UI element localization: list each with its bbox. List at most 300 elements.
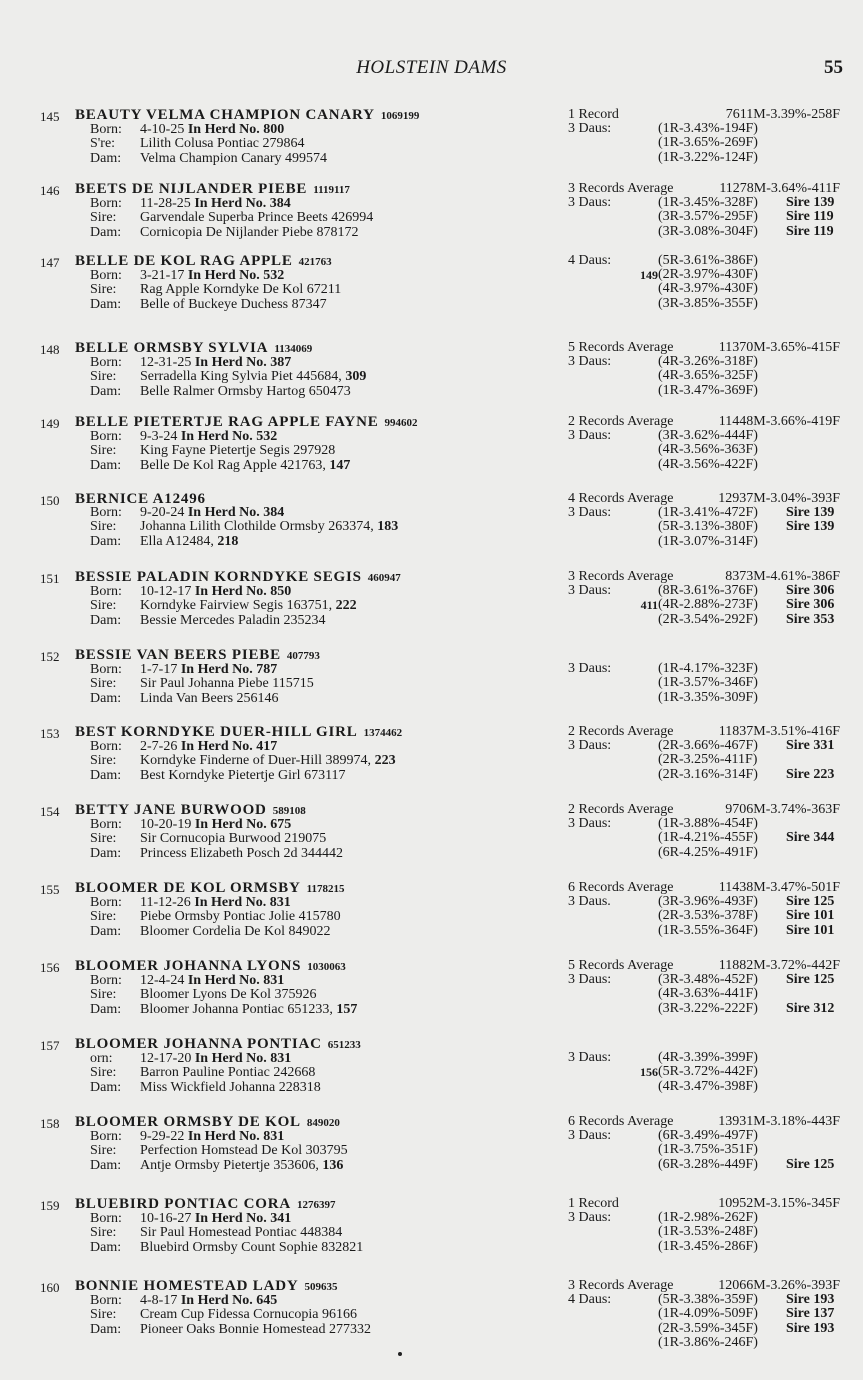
- entry-number: 159: [40, 1198, 60, 1213]
- records-label: 3 Records Average: [568, 181, 674, 196]
- entry-details: [75, 959, 545, 1017]
- dam-line: [75, 1081, 545, 1095]
- daughter-record: [568, 1322, 848, 1336]
- herd-number: 675: [270, 817, 292, 833]
- sire-name: Garvendale Superba Prince Beets 426994: [140, 210, 374, 226]
- born-label: Born:: [90, 662, 122, 678]
- registration-number: 1276397: [297, 1199, 336, 1211]
- born-line: [75, 974, 545, 988]
- daughter-record-value: (5R-3.13%-380F): [658, 519, 758, 535]
- sire-name: Cream Cup Fidessa Cornucopia 96166: [140, 1307, 357, 1323]
- daughter-record: [568, 846, 848, 860]
- in-herd-label: In Herd No.: [194, 1051, 267, 1067]
- dam-line: [75, 226, 545, 240]
- born-line: [75, 1294, 545, 1308]
- in-herd-label: In Herd No.: [180, 662, 253, 678]
- daughter-record-value: (6R-3.49%-497F): [658, 1128, 758, 1144]
- entry-number: 154: [40, 804, 60, 819]
- records-label: 6 Records Average: [568, 1114, 674, 1129]
- dam-entry: [0, 182, 863, 254]
- registration-number: 1134069: [274, 343, 313, 355]
- herd-number: 850: [270, 584, 292, 600]
- records-summary: [568, 725, 848, 739]
- born-date: 10-16-27: [140, 1211, 192, 1227]
- herd-number: 645: [256, 1293, 278, 1309]
- entry-number: 156: [40, 960, 60, 975]
- dam-entry: [0, 570, 863, 642]
- born-label: Born:: [90, 196, 122, 212]
- entry-details: [75, 492, 545, 549]
- registration-number: 651233: [327, 1039, 361, 1051]
- born-date: 12-17-20: [140, 1051, 192, 1067]
- dam-parent-name: Best Korndyke Pietertje Girl 673117: [140, 767, 346, 783]
- daughter-record-value: (1R-3.65%-269F): [658, 135, 758, 151]
- dam-name: [75, 881, 545, 896]
- sire-line: [75, 520, 545, 534]
- entry-number: 158: [40, 1116, 60, 1131]
- production-records: [568, 648, 848, 705]
- production-records: [568, 1279, 848, 1350]
- daughter-record: [568, 613, 848, 627]
- daughter-record-value: (2R-3.97%-430F): [658, 267, 758, 283]
- sire-label: Sire:: [90, 831, 117, 847]
- records-label: 3 Records Average: [568, 569, 674, 584]
- registration-number: 849020: [306, 1117, 340, 1129]
- daughter-record: [568, 355, 848, 369]
- daughters-label: 3 Daus:: [568, 583, 612, 599]
- daughter-record-value: (1R-3.53%-248F): [658, 1224, 758, 1240]
- records-average: 12066M-3.26%-393F: [718, 1278, 840, 1293]
- dam-name-text: BELLE PIETERTJE RAG APPLE FAYNE: [75, 414, 379, 430]
- born-label: Born:: [90, 817, 122, 833]
- daughter-record-value: (4R-3.47%-398F): [658, 1078, 758, 1094]
- daughter-record-value: (4R-3.65%-325F): [658, 368, 758, 384]
- daughter-record: [568, 1129, 848, 1143]
- daughter-record: [568, 1336, 848, 1350]
- entry-number: 157: [40, 1038, 60, 1053]
- entry-details: [75, 1279, 545, 1337]
- dam-name: [75, 570, 545, 585]
- herd-number: 800: [263, 122, 285, 138]
- daughter-record: [568, 384, 848, 398]
- dam-label: Dam:: [90, 224, 122, 240]
- in-herd-label: In Herd No.: [180, 1293, 253, 1309]
- in-herd-label: In Herd No.: [187, 505, 260, 521]
- production-records: [568, 881, 848, 938]
- daughters-label: 3 Daus:: [568, 816, 612, 832]
- daughter-record-value: (3R-3.08%-304F): [658, 223, 758, 239]
- dam-label: Dam:: [90, 1079, 122, 1095]
- sire-name: Perfection Homstead De Kol 303795: [140, 1143, 348, 1159]
- sire-label: Sire:: [90, 676, 117, 692]
- dam-label: Dam:: [90, 1239, 122, 1255]
- entry-details: [75, 254, 545, 312]
- in-herd-label: In Herd No.: [187, 1129, 260, 1145]
- sire-name: Sir Paul Homestead Pontiac 448384: [140, 1225, 343, 1241]
- sire-line: [75, 1144, 545, 1158]
- records-average: 11837M-3.51%-416F: [718, 724, 840, 739]
- dam-entry: [0, 492, 863, 564]
- dam-parent-name: Bessie Mercedes Paladin 235234: [140, 612, 326, 628]
- sire-line: [75, 988, 545, 1002]
- records-label: 2 Records Average: [568, 724, 674, 739]
- daughter-record-value: (2R-3.53%-378F): [658, 908, 758, 924]
- daughter-record: [568, 1307, 848, 1321]
- entry-number: 155: [40, 882, 60, 897]
- daughter-record-value: (1R-3.88%-454F): [658, 816, 758, 832]
- daughter-record-value: (1R-4.17%-323F): [658, 661, 758, 677]
- sire-name: Sir Cornucopia Burwood 219075: [140, 831, 327, 847]
- spacer-row: [568, 1037, 848, 1051]
- daughter-record-value: (2R-3.25%-411F): [658, 752, 758, 768]
- sire-name: Johanna Lilith Clothilde Ormsby 263374,: [140, 519, 374, 535]
- records-summary: [568, 108, 848, 122]
- daughter-record-value: (2R-3.59%-345F): [658, 1320, 758, 1336]
- herd-number: 532: [263, 268, 285, 284]
- daughter-sire: Sire 139: [786, 195, 835, 211]
- daughter-sire: Sire 344: [786, 830, 835, 846]
- daughter-record: [568, 924, 848, 938]
- registration-number: 509635: [304, 1281, 338, 1293]
- daughter-sire: Sire 125: [786, 894, 835, 910]
- dam-entry: [0, 881, 863, 953]
- daughter-record: [568, 1080, 848, 1094]
- dam-entry: [0, 108, 863, 180]
- dam-line: [75, 152, 545, 166]
- dam-name-text: BLOOMER JOHANNA LYONS: [75, 958, 302, 974]
- born-line: [75, 269, 545, 283]
- daughter-record: [568, 1065, 848, 1079]
- dam-entry: [0, 648, 863, 720]
- sire-label: S're:: [90, 136, 116, 152]
- daughter-record: [568, 210, 848, 224]
- dam-entry: [0, 959, 863, 1031]
- dam-name: [75, 415, 545, 430]
- records-average: 11448M-3.66%-419F: [718, 414, 840, 429]
- dam-parent-name: Belle of Buckeye Duchess 87347: [140, 296, 327, 312]
- daughter-record-value: (3R-3.85%-355F): [658, 295, 758, 311]
- dam-parent-name: Belle De Kol Rag Apple 421763,: [140, 457, 326, 473]
- sire-reference: 309: [345, 369, 367, 385]
- sire-line: [75, 910, 545, 924]
- herd-number: 384: [263, 505, 285, 521]
- dam-entry: [0, 1037, 863, 1109]
- born-label: Born:: [90, 122, 122, 138]
- records-average: 13931M-3.18%-443F: [718, 1114, 840, 1129]
- records-average: 7611M-3.39%-258F: [725, 107, 840, 122]
- daughter-sire: Sire 223: [786, 766, 835, 782]
- printer-dot: [398, 1352, 402, 1356]
- records-label: 2 Records Average: [568, 414, 674, 429]
- entry-number: 148: [40, 342, 60, 357]
- in-herd-label: In Herd No.: [194, 196, 267, 212]
- records-label: 2 Records Average: [568, 802, 674, 817]
- herd-number: 831: [270, 1051, 292, 1067]
- dam-name-text: BELLE ORMSBY SYLVIA: [75, 340, 269, 356]
- entry-details: [75, 803, 545, 861]
- registration-number: 1030063: [307, 961, 346, 973]
- in-herd-label: In Herd No.: [194, 1211, 267, 1227]
- daughter-record: [568, 987, 848, 1001]
- daughter-record: [568, 122, 848, 136]
- daughter-record: [568, 753, 848, 767]
- daughter-record-value: (1R-3.57%-346F): [658, 675, 758, 691]
- dam-name-text: BETTY JANE BURWOOD: [75, 802, 267, 818]
- born-date: 4-8-17: [140, 1293, 178, 1309]
- dam-reference: 218: [217, 533, 239, 549]
- sire-label: Sire:: [90, 282, 117, 298]
- born-date: 12-31-25: [140, 355, 192, 371]
- dam-entry: [0, 1279, 863, 1351]
- records-average: 11438M-3.47%-501F: [718, 880, 840, 895]
- records-average: 10952M-3.15%-345F: [718, 1196, 840, 1211]
- entry-details: [75, 1197, 545, 1255]
- born-label: Born:: [90, 1293, 122, 1309]
- daughter-reference: 149: [640, 268, 658, 283]
- dam-line: [75, 298, 545, 312]
- records-summary: [568, 182, 848, 196]
- records-summary: [568, 1197, 848, 1211]
- sire-label: Sire:: [90, 519, 117, 535]
- born-date: 11-28-25: [140, 196, 191, 212]
- daughter-sire: Sire 193: [786, 1292, 835, 1308]
- born-date: 11-12-26: [140, 895, 191, 911]
- dam-entry: [0, 1115, 863, 1187]
- born-label: Born:: [90, 1211, 122, 1227]
- daughters-label: 3 Daus:: [568, 195, 612, 211]
- production-records: [568, 725, 848, 782]
- daughter-record: [568, 506, 848, 520]
- records-label: 3 Records Average: [568, 1278, 674, 1293]
- born-line: [75, 585, 545, 599]
- daughters-label: 3 Daus:: [568, 428, 612, 444]
- production-records: [568, 341, 848, 398]
- in-herd-label: In Herd No.: [194, 355, 267, 371]
- registration-number: 407793: [286, 650, 320, 662]
- records-label: 6 Records Average: [568, 880, 674, 895]
- daughter-record: [568, 458, 848, 472]
- daughter-record-value: (1R-3.41%-472F): [658, 505, 758, 521]
- daughter-sire: Sire 101: [786, 922, 835, 938]
- daughter-record-value: (1R-3.45%-328F): [658, 195, 758, 211]
- dam-name: [75, 1115, 545, 1130]
- dam-label: Dam:: [90, 457, 122, 473]
- dam-parent-name: Pioneer Oaks Bonnie Homestead 277332: [140, 1321, 371, 1337]
- sire-label: Sire:: [90, 753, 117, 769]
- production-records: [568, 570, 848, 627]
- daughter-record-value: (5R-3.61%-386F): [658, 253, 758, 268]
- born-line: [75, 740, 545, 754]
- born-label: Born:: [90, 973, 122, 989]
- dam-label: Dam:: [90, 612, 122, 628]
- dam-line: [75, 614, 545, 628]
- daughter-record-value: (1R-4.21%-455F): [658, 830, 758, 846]
- dam-parent-name: Bloomer Johanna Pontiac 651233,: [140, 1001, 333, 1017]
- daughter-record-value: (4R-3.39%-399F): [658, 1050, 758, 1066]
- records-average: 12937M-3.04%-393F: [718, 491, 840, 506]
- page-number: 55: [824, 57, 843, 78]
- entry-details: [75, 881, 545, 939]
- daughter-record-value: (4R-3.97%-430F): [658, 281, 758, 297]
- daughter-record: [568, 1225, 848, 1239]
- dam-parent-name: Ella A12484,: [140, 533, 214, 549]
- dam-label: Dam:: [90, 690, 122, 706]
- entry-details: [75, 648, 545, 706]
- born-line: [75, 818, 545, 832]
- production-records: [568, 415, 848, 472]
- dam-label: Dam:: [90, 296, 122, 312]
- daughter-record-value: (1R-3.86%-246F): [658, 1334, 758, 1350]
- records-average: 9706M-3.74%-363F: [725, 802, 840, 817]
- daughter-record: [568, 443, 848, 457]
- daughter-record-value: (1R-3.45%-286F): [658, 1238, 758, 1254]
- daughter-record: [568, 584, 848, 598]
- daughter-sire: Sire 101: [786, 908, 835, 924]
- registration-number: 1119117: [313, 184, 350, 196]
- daughter-record: [568, 739, 848, 753]
- daughters-label: 3 Daus:: [568, 972, 612, 988]
- daughter-record-value: (6R-3.28%-449F): [658, 1156, 758, 1172]
- herd-number: 341: [270, 1211, 292, 1227]
- daughters-label: 3 Daus:: [568, 505, 612, 521]
- dam-name-text: BELLE DE KOL RAG APPLE: [75, 253, 293, 269]
- born-label: Born:: [90, 505, 122, 521]
- registration-number: 589108: [272, 805, 306, 817]
- daughter-record: [568, 520, 848, 534]
- dam-line: [75, 1159, 545, 1173]
- daughter-record: [568, 429, 848, 443]
- daughter-record-value: (4R-3.56%-363F): [658, 442, 758, 458]
- dam-line: [75, 769, 545, 783]
- daughter-record: [568, 973, 848, 987]
- daughter-reference: 156: [640, 1065, 658, 1080]
- daughter-record: [568, 895, 848, 909]
- herd-number: 831: [263, 973, 285, 989]
- daughter-record-value: (2R-3.16%-314F): [658, 766, 758, 782]
- daughter-sire: Sire 193: [786, 1320, 835, 1336]
- daughter-record-value: (4R-3.63%-441F): [658, 986, 758, 1002]
- dam-line: [75, 1323, 545, 1337]
- dam-name-text: BERNICE A12496: [75, 491, 206, 507]
- daughter-record: [568, 691, 848, 705]
- sire-name: Sir Paul Johanna Piebe 115715: [140, 676, 314, 692]
- dam-reference: 136: [322, 1157, 344, 1173]
- sire-name: Serradella King Sylvia Piet 445684,: [140, 369, 342, 385]
- entry-number: 145: [40, 109, 60, 124]
- records-summary: [568, 492, 848, 506]
- dam-line: [75, 925, 545, 939]
- in-herd-label: In Herd No.: [194, 895, 267, 911]
- dam-line: [75, 1003, 545, 1017]
- records-label: 1 Record: [568, 1196, 619, 1211]
- dam-name-text: BONNIE HOMESTEAD LADY: [75, 1278, 299, 1294]
- entry-details: [75, 1115, 545, 1173]
- entry-number: 151: [40, 571, 60, 586]
- production-records: [568, 1115, 848, 1172]
- records-summary: [568, 341, 848, 355]
- daughter-record: [568, 598, 848, 612]
- dam-name: [75, 108, 545, 123]
- dam-entry: [0, 803, 863, 875]
- dam-name: [75, 492, 545, 506]
- dam-label: Dam:: [90, 383, 122, 399]
- spacer-row: [568, 648, 848, 662]
- daughter-record: [568, 1051, 848, 1065]
- sire-name: Bloomer Lyons De Kol 375926: [140, 987, 317, 1003]
- dam-name: [75, 182, 545, 197]
- dam-entry: [0, 341, 863, 413]
- daughter-record: [568, 151, 848, 165]
- dam-label: Dam:: [90, 1001, 122, 1017]
- dam-parent-name: Antje Ormsby Pietertje 353606,: [140, 1157, 319, 1173]
- herd-number: 831: [263, 1129, 285, 1145]
- daughter-record-value: (1R-3.47%-369F): [658, 382, 758, 398]
- born-date: 9-29-22: [140, 1129, 185, 1145]
- daughter-sire: Sire 125: [786, 1156, 835, 1172]
- born-line: [75, 663, 545, 677]
- in-herd-label: In Herd No.: [194, 817, 267, 833]
- production-records: [568, 492, 848, 549]
- born-label: Born:: [90, 355, 122, 371]
- records-summary: [568, 1115, 848, 1129]
- daughters-label: 3 Daus:: [568, 1128, 612, 1144]
- born-date: 9-3-24: [140, 429, 178, 445]
- dam-name-text: BESSIE VAN BEERS PIEBE: [75, 647, 281, 663]
- daughter-sire: Sire 353: [786, 611, 835, 627]
- daughter-record: [568, 1002, 848, 1016]
- registration-number: 460947: [367, 572, 401, 584]
- dam-parent-name: Miss Wickfield Johanna 228318: [140, 1079, 321, 1095]
- daughter-sire: Sire 119: [786, 223, 834, 239]
- born-line: [75, 1130, 545, 1144]
- daughter-record-value: (3R-3.22%-222F): [658, 1000, 758, 1016]
- daughter-record: [568, 1211, 848, 1225]
- daughter-record: [568, 1293, 848, 1307]
- dam-label: Dam:: [90, 923, 122, 939]
- daughter-record: [568, 268, 848, 282]
- dam-parent-name: Linda Van Beers 256146: [140, 690, 279, 706]
- daughters-label: 4 Daus:: [568, 1292, 612, 1308]
- dam-name-text: BESSIE PALADIN KORNDYKE SEGIS: [75, 569, 362, 585]
- daughter-sire: Sire 331: [786, 738, 835, 754]
- entry-details: [75, 570, 545, 628]
- daughter-record-value: (3R-3.48%-452F): [658, 972, 758, 988]
- dam-entry: [0, 725, 863, 797]
- born-label: Born:: [90, 739, 122, 755]
- sire-line: [75, 1226, 545, 1240]
- records-average: 11278M-3.64%-411F: [719, 181, 840, 196]
- daughter-record: [568, 196, 848, 210]
- records-label: 5 Records Average: [568, 958, 674, 973]
- born-date: 1-7-17: [140, 662, 178, 678]
- sire-reference: 223: [374, 753, 396, 769]
- daughters-label: 3 Daus:: [568, 661, 612, 677]
- sire-line: [75, 677, 545, 691]
- born-date: 2-7-26: [140, 739, 178, 755]
- sire-label: Sire:: [90, 909, 117, 925]
- daughter-record-value: (4R-3.26%-318F): [658, 354, 758, 370]
- sire-label: Sire:: [90, 987, 117, 1003]
- daughter-sire: Sire 125: [786, 972, 835, 988]
- daughter-record-value: (1R-3.35%-309F): [658, 689, 758, 705]
- records-label: 4 Records Average: [568, 491, 674, 506]
- dam-name: [75, 959, 545, 974]
- daughter-record-value: (3R-3.62%-444F): [658, 428, 758, 444]
- daughter-record-value: (1R-3.75%-351F): [658, 1142, 758, 1158]
- daughter-record: [568, 254, 848, 268]
- entry-details: [75, 725, 545, 783]
- born-line: [75, 123, 545, 137]
